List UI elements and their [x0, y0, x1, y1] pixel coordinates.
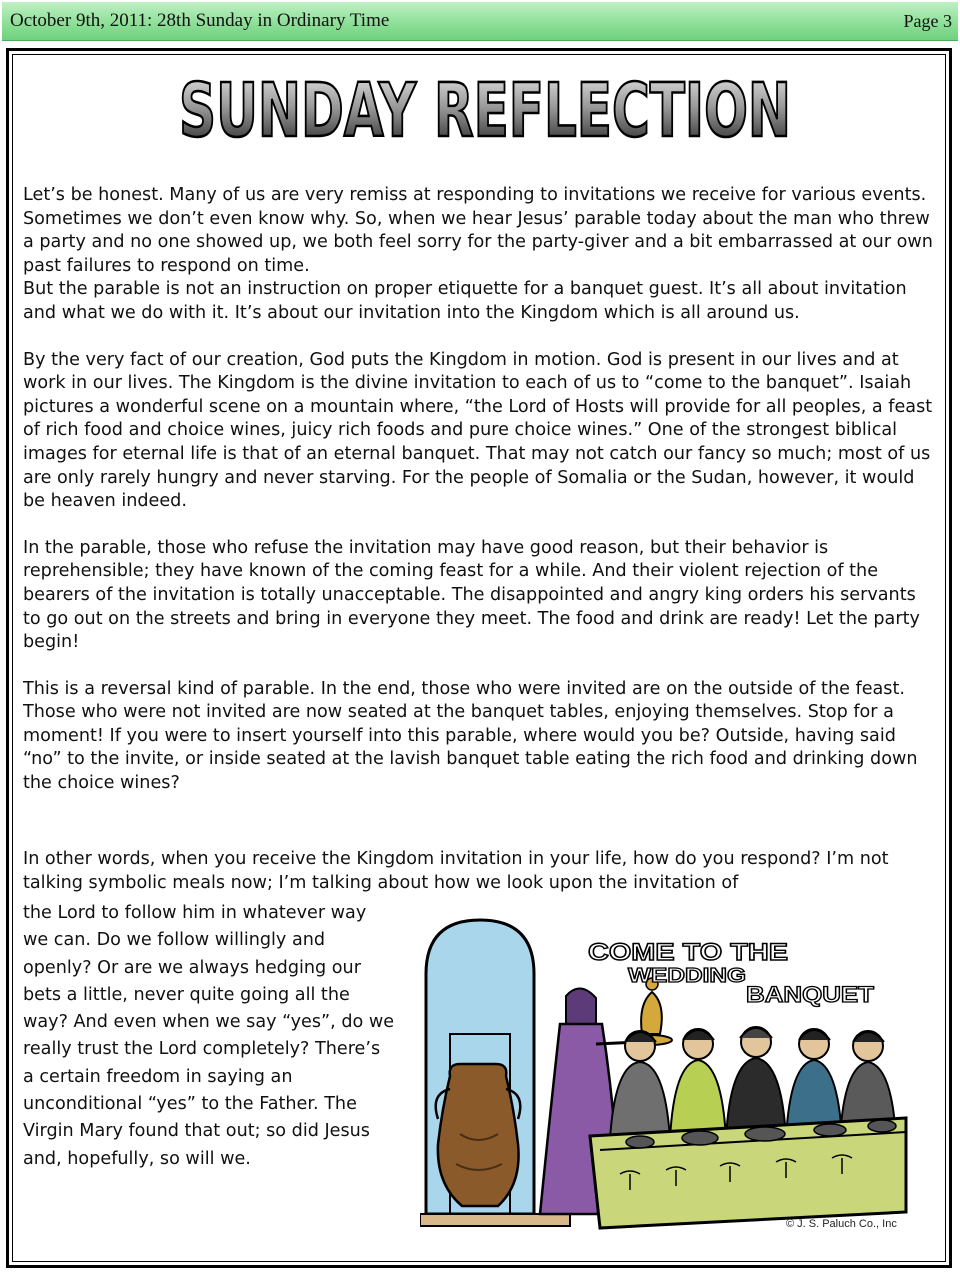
paragraph-1: Let’s be honest. Many of us are very remiss at responding to invitations we receive for various events. Sometimes we don’t even know why. So, when we hear Jesus’ parable today about the man who threw a party and no one showed up, we both feel sorry for the party-giver and a bit embarrassed at our own past failures to respond on time. — [23, 185, 933, 276]
caption-line-2: WEDDING — [628, 965, 746, 987]
reflection-body — [23, 184, 939, 796]
paragraph-6-end: the Lord to follow him in whatever way we can. Do we follow willingly and openly? Or are we always hedging our bets a little, never quite going all the way? And even when we say “yes”, do we really trust the Lord completely? There’s a certain freedom in saying an unconditional “yes” to the Father. The Virgin Mary found that out; so did Jesus and, hopefully, so will we. — [23, 903, 395, 1169]
banquet-caption — [560, 930, 900, 1010]
issue-date: October 9th, 2011: 28th Sunday in Ordinary Time — [10, 10, 390, 31]
paragraph-2: But the parable is not an instruction on proper etiquette for a banquet guest. It’s all about invitation and what we do with it. It’s about our invitation into the Kingdom which is all around us. — [23, 279, 907, 323]
paragraph-5: This is a reversal kind of parable. In the end, those who were invited are on the outside of the feast. Those who were not invited are now seated at the banquet tables, enjoying themselves. Stop for a moment! If you were to insert yourself into this parable, where would you be? Outside, having said “no” to the invite, or inside seated at the lavish banquet table eating the rich food and drinking down the choice wines? — [23, 678, 918, 794]
caption-line-3: BANQUET — [746, 982, 875, 1007]
paragraph-3: By the very fact of our creation, God puts the Kingdom in motion. God is present in our lives and at work in our lives. The Kingdom is the divine invitation to each of us to “come to the banquet”. Isaiah pictures a wonderful scene on a mountain where, “the Lord of Hosts will provide for all peoples, a feast of rich food and choice wines, juicy rich foods and pure choice wines.” One of the strongest biblical images for eternal life is that of an eternal banquet. That may not catch our fancy so much; most of us are only rarely hungry and never starving. For the people of Somalia or the Sudan, however, it would be heaven indeed. — [23, 349, 933, 512]
page-header — [2, 2, 958, 41]
caption-line-1: COME TO THE — [588, 939, 788, 966]
illustration-copyright: © J. S. Paluch Co., Inc — [786, 1218, 897, 1230]
final-paragraph-wrap — [23, 900, 395, 1173]
final-paragraph-top — [23, 848, 939, 895]
sunday-reflection-title — [170, 72, 800, 150]
paragraph-6-start: In other words, when you receive the Kingdom invitation in your life, how do you respond? I’m not talking symbolic meals now; I’m talking about how we look upon the invitation of — [23, 849, 889, 893]
paragraph-4: In the parable, those who refuse the invitation may have good reason, but their behavior is reprehensible; they have known of the coming feast for a while. And their violent rejection of the bearers of the invitation is totally unacceptable. The disappointed and angry king orders his servants to go out on the streets and bring in everyone they meet. The food and drink are ready! Let the party begin! — [23, 537, 920, 653]
title-text: SUNDAY REFLECTION — [179, 72, 791, 150]
page-number: Page 3 — [903, 11, 952, 31]
